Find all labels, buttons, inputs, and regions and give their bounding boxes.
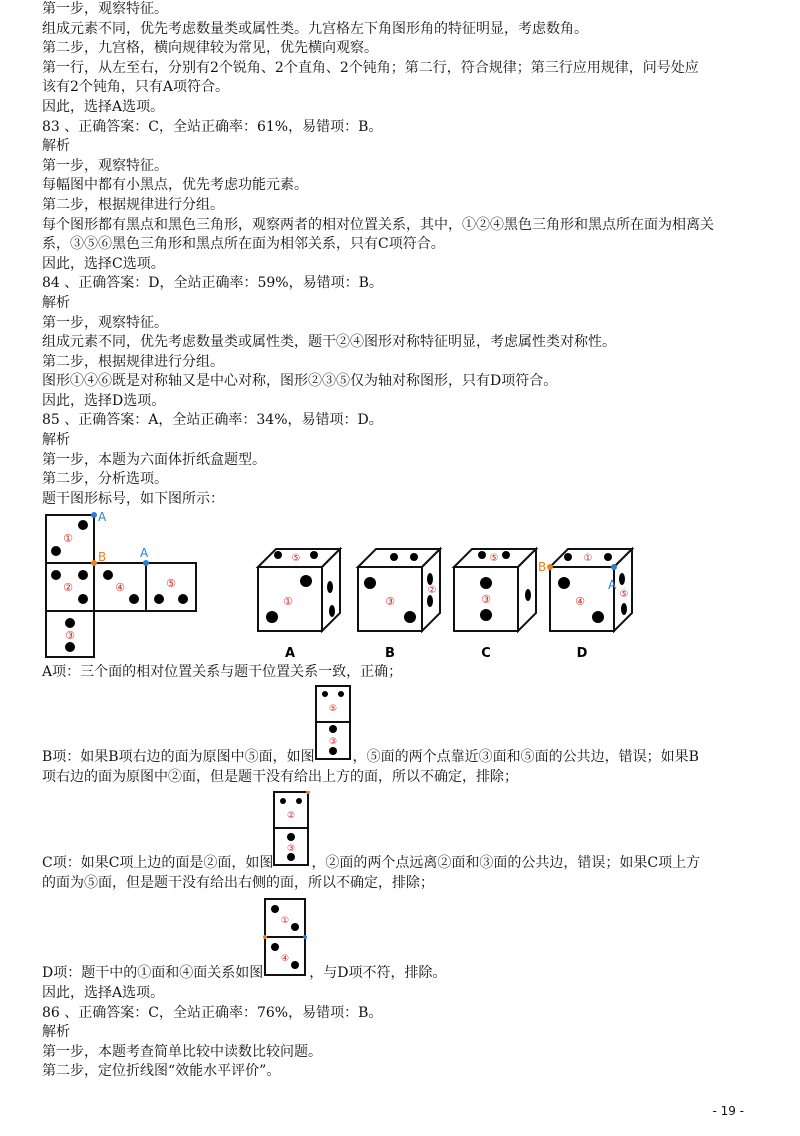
cube-figure — [42, 511, 762, 659]
text-span: D项：题干中的①面和④面关系如图 — [42, 965, 264, 982]
svg-text:②: ② — [287, 811, 296, 822]
analysis-heading: 解析 — [42, 138, 70, 155]
option-c-explanation — [42, 791, 762, 874]
dot — [78, 570, 88, 580]
svg-text:⑤: ⑤ — [619, 589, 629, 601]
page-number: - 19 - — [712, 1104, 744, 1118]
fig-d — [263, 897, 309, 984]
point-marker-a — [91, 512, 97, 518]
text-line: 第二步，九宫格，横向规律较为常见，优先横向观察。 — [42, 40, 378, 57]
text-span: ，与D项不符，排除。 — [309, 965, 447, 982]
text-line: 因此，选择D选项。 — [42, 392, 166, 409]
point-marker-b — [91, 560, 97, 566]
answer-line-84: 84 、正确答案：D，全站正确率：59%，易错项：B。 — [42, 275, 383, 292]
dot — [51, 546, 61, 556]
svg-text:⑤: ⑤ — [291, 553, 301, 565]
text-line: 第一行，从左至右，分别有2个锐角、2个直角、2个钝角；第二行，符合规律；第三行应用规律，问号处应 — [42, 59, 699, 76]
text-line: 第二步，分析选项。 — [42, 471, 168, 488]
text-line: 该有2个钝角，只有A项符合。 — [42, 79, 230, 96]
net-label-2: ② — [63, 581, 73, 595]
text-line: 因此，选择C选项。 — [42, 255, 165, 272]
svg-text:④: ④ — [281, 954, 290, 965]
svg-text:①: ① — [583, 553, 593, 565]
text-line: 题干图形标号，如下图所示： — [42, 490, 224, 507]
option-label-b: B — [385, 646, 395, 660]
dot — [178, 594, 188, 604]
option-label-c: C — [481, 646, 491, 660]
point-label-a: A — [140, 546, 149, 561]
text-span: C项：如果C项上边的面是②面，如图 — [42, 855, 274, 872]
dot — [154, 594, 164, 604]
option-label-a: A — [284, 646, 296, 660]
net-label-3: ③ — [65, 629, 75, 643]
dot — [65, 618, 75, 628]
option-cube-a — [258, 549, 340, 659]
text-line: 第一步，本题为六面体折纸盒题型。 — [42, 451, 266, 468]
cube-figure-svg — [42, 511, 642, 659]
option-cube-b — [358, 549, 440, 659]
text-line: 第一步，观察特征。 — [42, 157, 168, 174]
svg-text:①: ① — [281, 916, 290, 927]
option-cube-c — [454, 549, 536, 659]
dot — [65, 642, 75, 652]
text-line: 组成元素不同，优先考虑数量类或属性类。九宫格左下角图形角的特征明显，考虑数角。 — [42, 20, 588, 37]
fig-b — [315, 685, 353, 768]
text-line: 因此，选择A选项。 — [42, 98, 165, 115]
svg-text:③: ③ — [385, 595, 395, 609]
svg-text:④: ④ — [575, 595, 585, 609]
text-line: 第二步，根据规律进行分组。 — [42, 353, 224, 370]
text-line: 每幅图中都有小黑点，优先考虑功能元素。 — [42, 177, 308, 194]
dot — [129, 594, 139, 604]
text-span: B项：如果B项右边的面为原图中⑤面，如图 — [42, 749, 315, 766]
svg-text:③: ③ — [287, 844, 296, 855]
analysis-heading: 解析 — [42, 1024, 70, 1041]
dot — [78, 594, 88, 604]
net-label-1: ① — [63, 532, 73, 546]
svg-text:③: ③ — [481, 593, 491, 607]
text-line: 的面为⑤面，但是题干没有给出右侧的面，所以不确定，排除； — [42, 874, 434, 891]
point-marker-a — [143, 560, 149, 566]
text-line: 系，③⑤⑥黑色三角形和黑点所在面为相邻关系，只有C项符合。 — [42, 236, 445, 253]
net-diagram — [46, 511, 196, 657]
svg-text:③: ③ — [328, 737, 337, 748]
text-span: ，②面的两个点远离②面和③面的公共边，错误；如果C项上方 — [311, 855, 701, 872]
dot — [51, 570, 61, 580]
svg-text:⑤: ⑤ — [328, 704, 337, 715]
svg-text:②: ② — [427, 585, 437, 597]
text-block-bottom — [42, 984, 762, 1082]
text-line: 因此，选择A选项。 — [42, 985, 165, 1001]
fig-c — [273, 791, 311, 874]
option-b-explanation — [42, 685, 762, 768]
option-label-d: D — [576, 646, 588, 660]
answer-line-86: 86 、正确答案：C，全站正确率：76%，易错项：B。 — [42, 1004, 383, 1021]
dot — [103, 570, 113, 580]
text-block-top — [42, 0, 762, 509]
text-line: 组成元素不同，优先考虑数量类或属性类，题干②④图形对称特征明显，考虑属性类对称性。 — [42, 334, 616, 351]
analysis-heading: 解析 — [42, 294, 70, 311]
option-cube-d — [538, 549, 632, 659]
text-line: 图形①④⑥既是对称轴又是中心对称，图形②③⑤仅为轴对称图形，只有D项符合。 — [42, 373, 558, 390]
text-line: 第一步，观察特征。 — [42, 1, 168, 17]
svg-text:A: A — [608, 578, 617, 593]
svg-text:⑤: ⑤ — [489, 553, 499, 565]
net-label-4: ④ — [115, 581, 125, 595]
page-body — [42, 0, 762, 1082]
text-line: 第一步，本题考查简单比较中读数比较问题。 — [42, 1043, 322, 1060]
text-line: 项右边的面为原图中②面，但是题干没有给出上方的面，所以不确定，排除； — [42, 768, 518, 785]
text-line: 第二步，根据规律进行分组。 — [42, 196, 224, 213]
text-line: 每个图形都有黑点和黑色三角形，观察两者的相对位置关系，其中，①②④黑色三角形和黑点所在面为相离关 — [42, 216, 714, 233]
analysis-heading: 解析 — [42, 432, 70, 449]
option-d-explanation — [42, 897, 762, 984]
text-line: 第二步，定位折线图“效能水平评价”。 — [42, 1063, 281, 1080]
text-span: ，⑤面的两个点靠近③面和⑤面的公共边，错误；如果B — [352, 749, 699, 766]
svg-text:①: ① — [283, 595, 293, 609]
text-line: 第一步，观察特征。 — [42, 314, 168, 331]
dot — [78, 520, 88, 530]
point-label-a: A — [98, 511, 107, 525]
option-a-line: A项：三个面的相对位置关系与题干位置关系一致，正确； — [42, 664, 403, 681]
svg-text:B: B — [538, 560, 547, 575]
net-label-5: ⑤ — [166, 577, 176, 591]
answer-line-85: 85 、正确答案：A，全站正确率：34%，易错项：D。 — [42, 412, 383, 429]
point-label-b: B — [98, 550, 107, 565]
answer-line-83: 83 、正确答案：C，全站正确率：61%，易错项：B。 — [42, 118, 383, 135]
